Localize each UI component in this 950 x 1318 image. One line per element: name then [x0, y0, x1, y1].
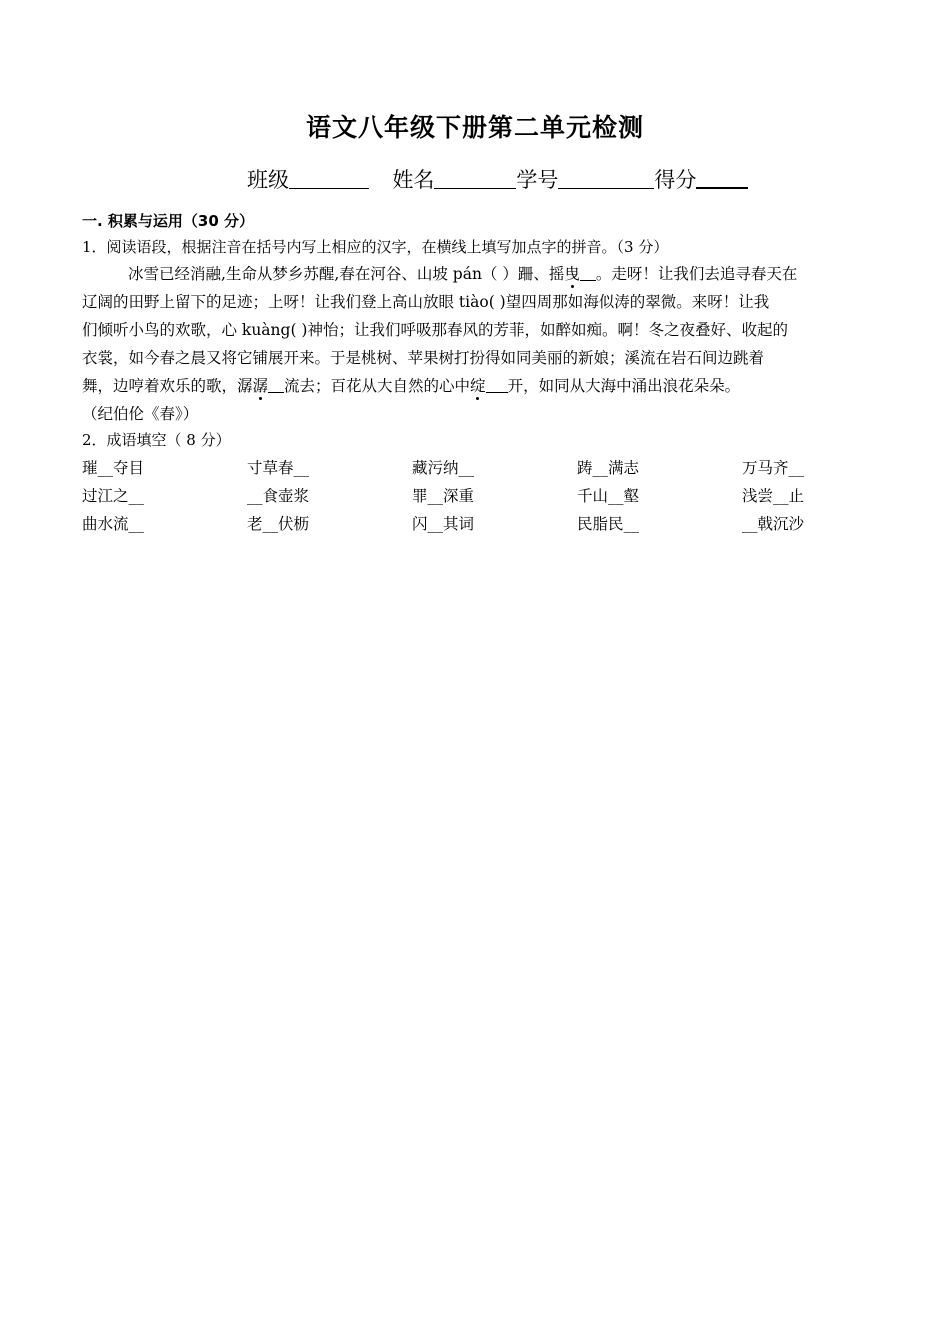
idiom-item[interactable]: 罪__深重	[412, 487, 475, 505]
idiom-item[interactable]: 过江之__	[82, 487, 145, 505]
idiom-row	[82, 484, 907, 512]
idiom-item[interactable]: 曲水流__	[82, 515, 145, 533]
class-label: 班级	[247, 168, 289, 192]
idiom-item[interactable]: 万马齐__	[742, 459, 805, 477]
class-blank[interactable]	[289, 168, 369, 189]
passage-line-3: 们倾听小鸟的欢歌，心 kuàng( )神怡；让我们呼吸那春风的芳菲，如醉如痴。啊！冬之夜叠好、收起的	[82, 321, 788, 339]
idiom-item[interactable]: 千山__壑	[577, 487, 640, 505]
passage-source: （纪伯伦《春》）	[82, 405, 199, 423]
idiom-item[interactable]: 藏污纳__	[412, 459, 475, 477]
idiom-item[interactable]: 璀__夺目	[82, 459, 145, 477]
pinyin-blank-3[interactable]	[486, 377, 508, 393]
passage-line-5: 舞，边哼着欢乐的歌，潺潺 流去；百花从大自然的心中绽 开，如同从大海中涌出浪花朵朵。	[82, 377, 741, 395]
score-blank[interactable]	[696, 167, 748, 189]
idiom-grid	[82, 456, 907, 540]
question-2-prompt: 2．成语填空（ 8 分）	[82, 431, 231, 449]
dotted-char-zhan: 绽	[470, 377, 486, 395]
question-1-prompt: 1．阅读语段，根据注音在括号内写上相应的汉字，在横线上填写加点字的拼音。（3 分）	[82, 238, 669, 256]
pinyin-blank-2[interactable]	[268, 377, 284, 393]
name-blank[interactable]	[434, 168, 516, 189]
dotted-char-ye: 曳	[564, 265, 580, 283]
student-info-line	[247, 164, 748, 194]
id-blank[interactable]	[558, 168, 654, 189]
section-heading: 一. 积累与运用（30 分）	[82, 212, 255, 230]
idiom-item[interactable]: 民脂民__	[577, 515, 640, 533]
pinyin-blank-1[interactable]	[580, 265, 596, 281]
idiom-item[interactable]: __食壶浆	[247, 487, 310, 505]
idiom-row	[82, 456, 907, 484]
passage-line-1: 冰雪已经消融,生命从梦乡苏醒,春在河谷、山坡 pán（ ）跚、摇曳 。走呀！让我们去追寻春天在	[128, 265, 798, 283]
dotted-char-chan: 潺	[252, 377, 269, 395]
idiom-item[interactable]: __戟沉沙	[742, 515, 805, 533]
passage-line-2: 辽阔的田野上留下的足迹；上呀！让我们登上高山放眼 tiào( )望四周那如海似涛的翠微。来呀！让我	[82, 293, 770, 311]
idiom-item[interactable]: 踌__满志	[577, 459, 640, 477]
idiom-item[interactable]: 浅尝__止	[742, 487, 805, 505]
idiom-item[interactable]: 闪__其词	[412, 515, 475, 533]
name-label: 姓名	[392, 168, 435, 192]
page-title: 语文八年级下册第二单元检测	[305, 113, 644, 142]
reading-passage	[82, 260, 872, 428]
id-label: 学号	[516, 168, 559, 192]
idiom-item[interactable]: 寸草春__	[247, 459, 310, 477]
idiom-item[interactable]: 老__伏枥	[247, 515, 310, 533]
score-label: 得分	[654, 168, 697, 192]
idiom-row	[82, 512, 907, 540]
passage-line-4: 衣裳，如今春之晨又将它铺展开来。于是桃树、苹果树打扮得如同美丽的新娘；溪流在岩石间边跳着	[82, 349, 765, 367]
